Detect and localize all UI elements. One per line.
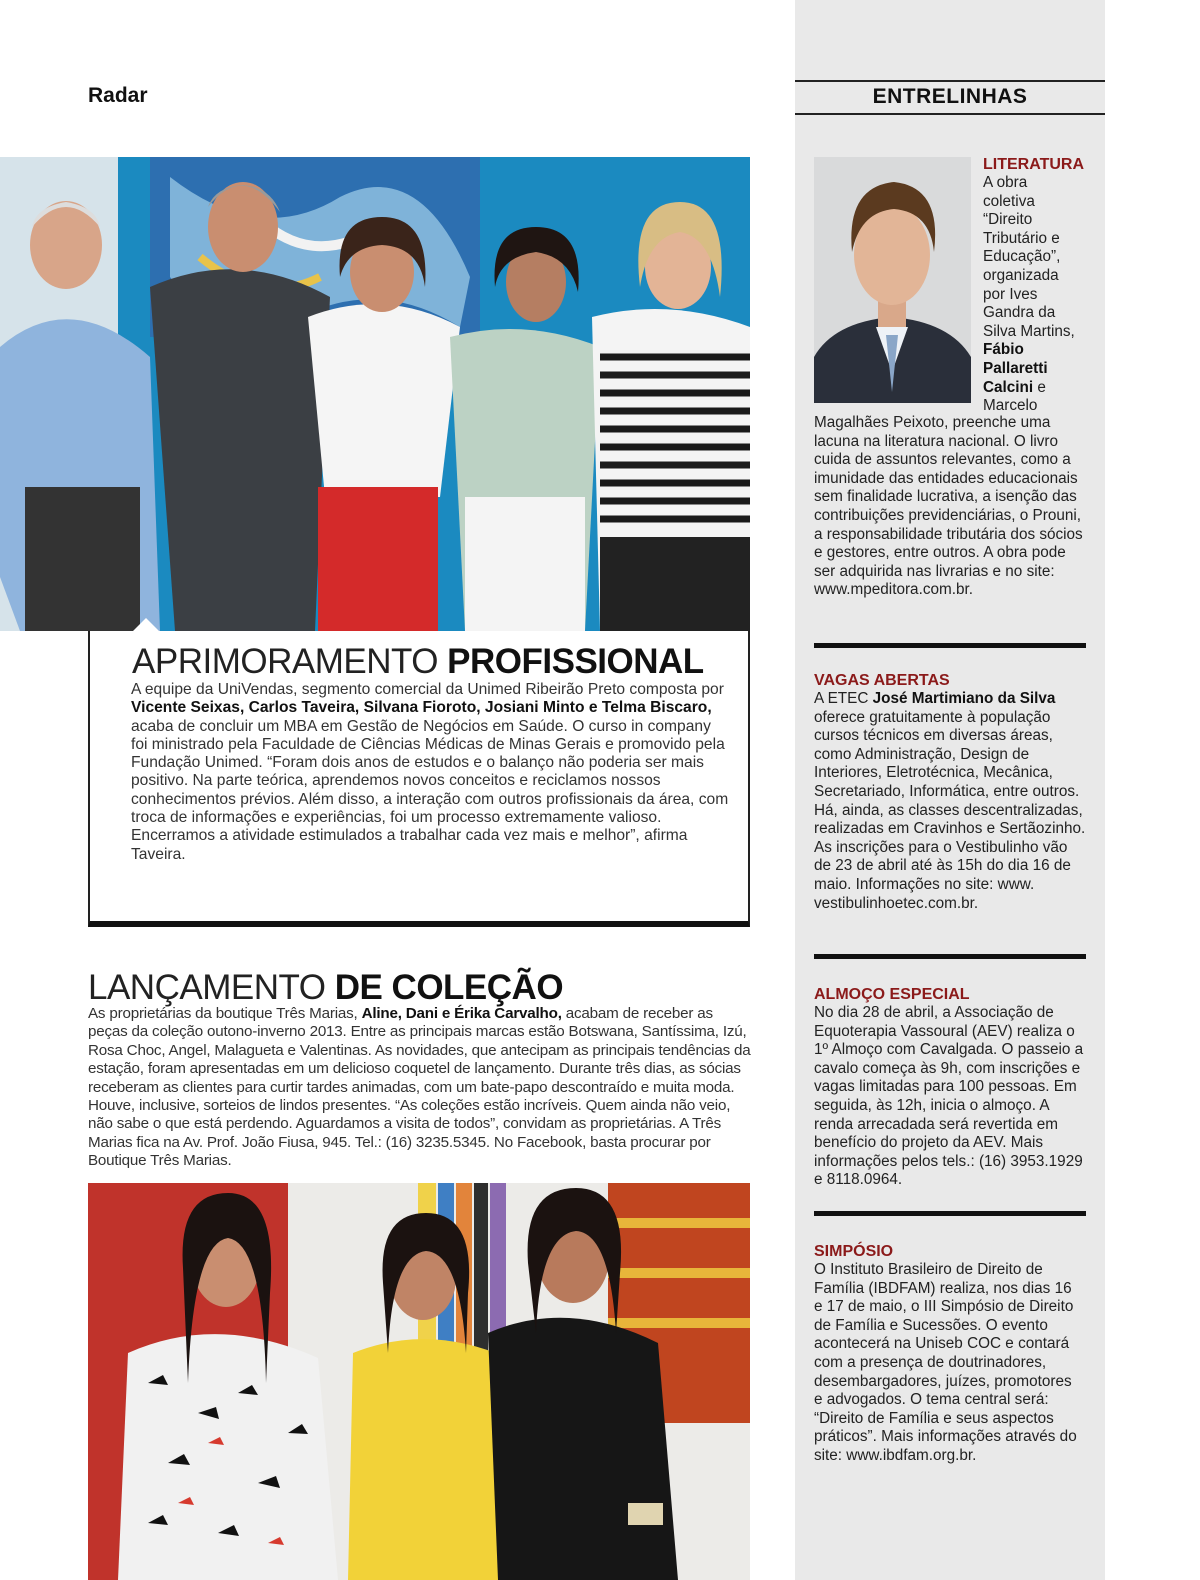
sidebar-divider (814, 954, 1086, 959)
article1-notch (132, 618, 160, 632)
portrait-photo (814, 157, 971, 403)
almoco-heading: ALMOÇO ESPECIAL (814, 986, 970, 1003)
simposio-text: O Instituto Brasileiro de Direito de Família (IBDFAM) realiza, nos dias 16 e 17 de maio, o III Simpósio de Direito de Família e Sucessões. O evento acontecerá na Uniseb COC e contará com a presença de doutrinadores, desembargadores, juízes, promotores e advogados. O tema central será: “Direito de Família e seus aspectos práticos”. Mais informações através do site: www.ibdfam.org.br. (814, 1261, 1077, 1464)
vagas-text-2: oferece gratuitamente à população cursos técnicos em diversas áreas, como Administração, Design de Interiores, Eletrotécnica, Mecânica, Secretariado, Informática, entre outros. Há, ainda, as classes descentralizadas, realizadas em Cravinhos e Sertãozinho. As inscrições para o Vestibulinho vão de 23 de abril até às 15h do dia 16 de maio. Informações no site: www. vestibulinhoetec.com.br. (814, 708, 1086, 912)
literatura-text-bottom (814, 414, 1089, 600)
boutique-photo (88, 1183, 750, 1580)
vagas-heading: VAGAS ABERTAS (814, 672, 950, 689)
article1-names: Vicente Seixas, Carlos Taveira, Silvana Fioroto, Josiani Minto e Telma Biscaro, (131, 699, 712, 717)
literatura-text-1: A obra coletiva “Direito Tributário e Educação”, organizada por Ives Gandra da Silva Martins, (983, 174, 1075, 340)
section-label: Radar (88, 84, 148, 107)
sidebar-divider (814, 643, 1086, 648)
sidebar-rule (795, 80, 1105, 82)
vagas-text-1: A ETEC (814, 690, 869, 707)
article2-title-bold: DE COLEÇÃO (334, 968, 564, 1007)
vagas-text (814, 690, 1086, 913)
sidebar-divider (814, 1211, 1086, 1216)
article1-title-bold: PROFISSIONAL (447, 642, 704, 681)
article2-names: Aline, Dani e Érika Carvalho, (361, 1005, 562, 1022)
article2-body (88, 1005, 752, 1171)
sidebar-title: ENTRELINHAS (872, 85, 1028, 108)
article1-text-1: A equipe da UniVendas, segmento comercial da Unimed Ribeirão Preto composta por (131, 681, 724, 698)
article2-text-2: acabam de receber as peças da coleção outono-inverno 2013. Entre as principais marcas estão Botswana, Santíssima, Izú, Rosa Choc, Angel, Malagueta e Valentinas. As novidades, que antecipam as principais tendências da estação, foram apresentadas em um delicioso coquetel de lançamento. Durante três dias, as sócias receberam as clientes para curtir tardes animadas, com um bate-papo descontraído e muita moda. Houve, inclusive, sorteios de lindos presentes. “As coleções estão incríveis. Quem ainda não veio, não sabe o que está perdendo. Aguardamos a visita de todos”, convidam as proprietárias. A Três Marias fica na Av. Prof. João Fiusa, 945. Tel.: (16) 3235.5345. No Facebook, basta procurar por Boutique Três Marias. (88, 1005, 751, 1170)
article1-text-2: acaba de concluir um MBA em Gestão de Negócios em Saúde. O curso in company foi ministrado pela Faculdade de Ciências Médicas de Minas Gerais e promovido pela Fundação Unimed. “Foram dois anos de estudos e o balanço não poderia ser mais positivo. Na parte teórica, aprendemos novos conceitos e reciclamos nossos conhecimentos prévios. Além disso, a interação com outros profissionais da área, com troca de informações e experiências, foi um processo extremamente valioso. Encerramos a atividade estimulados a trabalhar cada vez mais e melhor”, afirma Taveira. (131, 717, 729, 863)
literatura-text-2: Magalhães Peixoto, preenche uma lacuna na literatura nacional. O livro cuida de assuntos relevantes, como a imunidade das entidades educacionais sem finalidade lucrativa, a isenção das contribuições previdenciárias, o Prouni, a responsabilidade tributária dos sócios e gestores, entre outros. A obra pode ser adquirida nas livrarias e no site: www.mpeditora.com.br. (814, 414, 1083, 599)
team-photo (0, 157, 750, 631)
vagas-school: José Martimiano da Silva (872, 690, 1056, 707)
simposio-heading: SIMPÓSIO (814, 1243, 894, 1260)
literatura-text-2a: e Marcelo (983, 378, 1046, 415)
literatura-text-top (983, 174, 1083, 416)
almoco-text: No dia 28 de abril, a Associação de Equoterapia Vassoural (AEV) realiza o 1º Almoço com Cavalgada. O passeio a cavalo começa às 9h, com inscrições e vagas limitadas para 100 pessoas. Em seguida, às 12h, inicia o almoço. A renda arrecadada será revertida em benefício do projeto da AEV. Mais informações pelos tels.: (16) 3953.1929 e 8118.0964. (814, 1004, 1084, 1189)
article1-title (132, 642, 704, 682)
literatura-author: Fábio Pallaretti Calcini (983, 341, 1048, 396)
article2-title (88, 968, 563, 1008)
article1-title-light: APRIMORAMENTO (132, 642, 438, 681)
article1-body (131, 681, 731, 864)
literatura-heading: LITERATURA (983, 156, 1085, 173)
article2-title-light: LANÇAMENTO (88, 968, 326, 1007)
article2-text-1: As proprietárias da boutique Três Marias, (88, 1005, 358, 1022)
sidebar-rule (795, 113, 1105, 115)
